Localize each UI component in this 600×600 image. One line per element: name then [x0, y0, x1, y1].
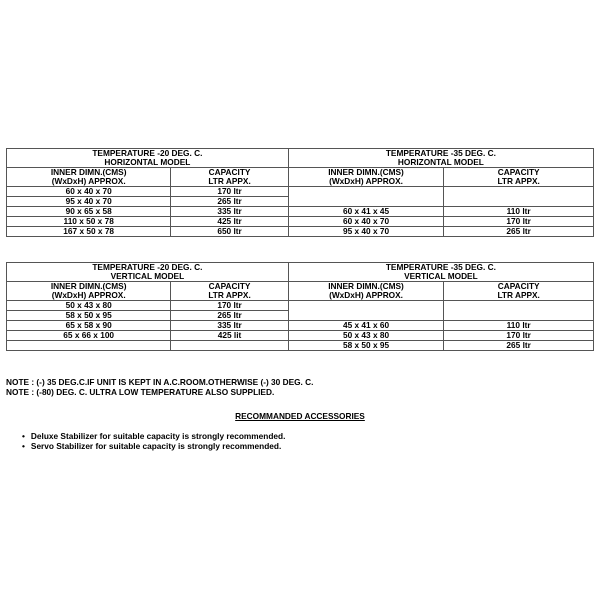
dimension-cell: 95 x 40 x 70	[288, 227, 444, 237]
dimension-cell: 90 x 65 x 58	[7, 207, 171, 217]
header-line: (WxDxH) APPROX.	[51, 176, 126, 186]
right-title-cell	[288, 149, 593, 168]
accessories-title: RECOMMANDED ACCESSORIES	[235, 411, 365, 421]
left-title-cell	[7, 263, 289, 282]
horizontal-model-table	[6, 148, 594, 237]
empty-cell	[444, 187, 594, 207]
table-row	[7, 217, 594, 227]
table-row	[7, 321, 594, 331]
header-line: LTR APPX.	[208, 290, 251, 300]
empty-cell	[7, 341, 171, 351]
left-title-temp: TEMPERATURE -20 DEG. C.	[92, 148, 203, 158]
right-dimension-header	[288, 168, 444, 187]
dimension-cell: 45 x 41 x 60	[288, 321, 444, 331]
left-title-model: VERTICAL MODEL	[110, 271, 185, 281]
capacity-cell: 425 ltr	[171, 217, 288, 227]
dimension-cell: 167 x 50 x 78	[7, 227, 171, 237]
capacity-cell: 265 ltr	[444, 227, 594, 237]
capacity-cell: 265 ltr	[171, 197, 288, 207]
list-item: • Deluxe Stabilizer for suitable capacity is strongly recommended.	[22, 431, 285, 441]
header-line: INNER DIMN.(CMS)	[50, 167, 127, 177]
table-row	[7, 341, 594, 351]
left-title-model: HORIZONTAL MODEL	[104, 157, 191, 167]
right-dimension-header	[288, 282, 444, 301]
left-capacity-header	[171, 168, 288, 187]
left-capacity-header	[171, 282, 288, 301]
capacity-cell: 110 ltr	[444, 321, 594, 331]
header-line: CAPACITY	[497, 281, 540, 291]
left-dimension-header	[7, 282, 171, 301]
note-line: NOTE : (-80) DEG. C. ULTRA LOW TEMPERATURE ALSO SUPPLIED.	[6, 387, 275, 397]
header-line: CAPACITY	[208, 281, 251, 291]
table-row	[7, 331, 594, 341]
capacity-cell: 335 ltr	[171, 321, 288, 331]
capacity-cell: 335 ltr	[171, 207, 288, 217]
right-title-model: VERTICAL MODEL	[404, 271, 478, 281]
empty-cell	[288, 301, 444, 321]
list-item: • Servo Stabilizer for suitable capacity is strongly recommended.	[22, 441, 285, 451]
notes	[6, 377, 313, 397]
dimension-cell: 50 x 43 x 80	[288, 331, 444, 341]
dimension-cell: 50 x 43 x 80	[7, 301, 171, 311]
right-title-temp: TEMPERATURE -35 DEG. C.	[385, 262, 496, 272]
capacity-cell: 110 ltr	[444, 207, 594, 217]
empty-cell	[288, 187, 444, 207]
dimension-cell: 60 x 40 x 70	[7, 187, 171, 197]
capacity-cell: 170 ltr	[171, 301, 288, 311]
header-line: INNER DIMN.(CMS)	[328, 167, 404, 177]
header-line: INNER DIMN.(CMS)	[50, 281, 127, 291]
capacity-cell: 170 ltr	[444, 331, 594, 341]
vertical-model-table	[6, 262, 594, 351]
note-line: NOTE : (-) 35 DEG.C.IF UNIT IS KEPT IN A.C.ROOM.OTHERWISE (-) 30 DEG. C.	[6, 377, 314, 387]
header-line: LTR APPX.	[208, 176, 251, 186]
column-header-row	[7, 168, 594, 187]
header-line: (WxDxH) APPROX.	[329, 290, 403, 300]
dimension-cell: 60 x 41 x 45	[288, 207, 444, 217]
table-header-row	[7, 263, 594, 282]
header-line: (WxDxH) APPROX.	[51, 290, 126, 300]
right-title-cell	[288, 263, 593, 282]
dimension-cell: 65 x 58 x 90	[7, 321, 171, 331]
dimension-cell: 95 x 40 x 70	[7, 197, 171, 207]
capacity-cell: 650 ltr	[171, 227, 288, 237]
table-row	[7, 207, 594, 217]
accessories-list	[22, 431, 285, 451]
table-row	[7, 301, 594, 311]
right-title-model: HORIZONTAL MODEL	[397, 157, 484, 167]
dimension-cell: 58 x 50 x 95	[288, 341, 444, 351]
dimension-cell: 65 x 66 x 100	[7, 331, 171, 341]
column-header-row	[7, 282, 594, 301]
table-row	[7, 227, 594, 237]
capacity-cell: 265 ltr	[171, 311, 288, 321]
left-title-temp: TEMPERATURE -20 DEG. C.	[92, 262, 203, 272]
capacity-cell: 170 ltr	[444, 217, 594, 227]
dimension-cell: 58 x 50 x 95	[7, 311, 171, 321]
right-capacity-header	[444, 282, 594, 301]
left-dimension-header	[7, 168, 171, 187]
empty-cell	[444, 301, 594, 321]
header-line: CAPACITY	[208, 167, 251, 177]
header-line: (WxDxH) APPROX.	[329, 176, 403, 186]
header-line: INNER DIMN.(CMS)	[328, 281, 404, 291]
empty-cell	[171, 341, 288, 351]
right-title-temp: TEMPERATURE -35 DEG. C.	[385, 148, 496, 158]
capacity-cell: 265 ltr	[444, 341, 594, 351]
capacity-cell: 425 lit	[171, 331, 288, 341]
dimension-cell: 60 x 40 x 70	[288, 217, 444, 227]
header-line: CAPACITY	[497, 167, 540, 177]
table-row	[7, 187, 594, 197]
right-capacity-header	[444, 168, 594, 187]
dimension-cell: 110 x 50 x 78	[7, 217, 171, 227]
table-header-row	[7, 149, 594, 168]
header-line: LTR APPX.	[497, 176, 540, 186]
header-line: LTR APPX.	[497, 290, 540, 300]
left-title-cell	[7, 149, 289, 168]
capacity-cell: 170 ltr	[171, 187, 288, 197]
